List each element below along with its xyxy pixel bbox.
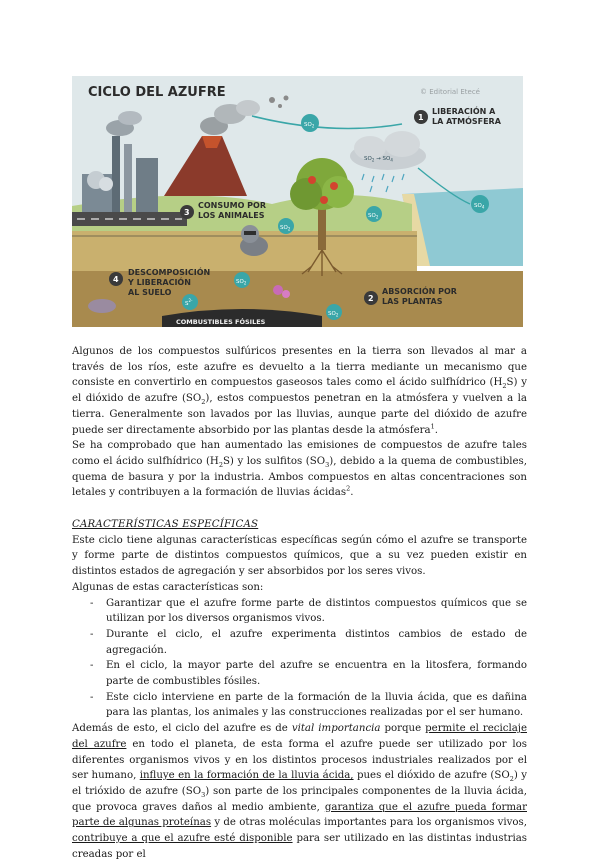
svg-text:LAS PLANTAS: LAS PLANTAS bbox=[382, 297, 443, 306]
svg-text:ABSORCIÓN POR: ABSORCIÓN POR bbox=[382, 287, 457, 296]
section-heading: CARACTERÍSTICAS ESPECÍFICAS bbox=[72, 519, 259, 531]
paragraph-4: Algunas de estas características son: bbox=[72, 581, 264, 593]
list-item: - En el ciclo, la mayor parte del azufre se encuentra en la litosfera, formando parte de combustibles fósiles. bbox=[92, 658, 527, 689]
svg-text:CONSUMO POR: CONSUMO POR bbox=[198, 201, 266, 210]
svg-text:SO2: $SO_2$ bbox=[368, 213, 379, 220]
paragraph-2: Se ha comprobado que han aumentado las emisiones de compuestos de azufre tales como el ácido sulfhídrico $(H_2S)$ y los sulfitos $(SO_3)$, debido a la quema de combustibles, quema de basura y por la industria. Ambos compuestos en altas concentraciones son letales y contribuyen a la formación de lluvias ácidas$^2$. bbox=[72, 440, 527, 499]
sulfur-cycle-illustration bbox=[72, 76, 523, 327]
svg-text:Y LIBERACIÓN: Y LIBERACIÓN bbox=[128, 278, 191, 287]
svg-text:3: 3 bbox=[184, 208, 190, 217]
list-item: - Garantizar que el azufre forme parte de distintos compuestos químicos que se utilizan por los diversos organismos vivos. bbox=[92, 596, 527, 627]
characteristics-list bbox=[72, 596, 527, 722]
paragraph-3: Este ciclo tiene algunas características específicas según cómo el azufre se transporte y forme parte de distintos compuestos químicos, que a su vez pueden existir en distintos estados de agregación y ser absorbidos por los seres vivos. bbox=[72, 534, 527, 578]
svg-text:SO2 → SO4: $SO_2 \to SO_4$ bbox=[364, 156, 393, 163]
svg-text:SO2: $SO_2$ bbox=[236, 279, 247, 286]
svg-text:SO4: $SO_4$ bbox=[474, 203, 485, 210]
list-item: - Este ciclo interviene en parte de la formación de la lluvia ácida, que es dañina para las plantas, los animales y las construcciones realizadas por el ser humano. bbox=[92, 690, 527, 721]
svg-text:SO2: $SO_2$ bbox=[280, 225, 291, 232]
svg-text:LOS ANIMALES: LOS ANIMALES bbox=[198, 211, 265, 220]
paragraph-5: Además de esto, el ciclo del azufre es de vital importancia porque permite el reciclaje del azufre en todo el planeta, de esta forma el azufre puede ser utilizado por los diferentes organismos vivos y en los distintos procesos industriales realizados por el ser humano, influye en la formación de la lluvia ácida, pues el dióxido de azufre $(SO_2)$ y el trióxido de azufre $(SO_3)$ son parte de los principales componentes de la lluvia ácida, que provoca graves daños al medio ambiente, garantiza que el azufre pueda formar parte de algunas proteínas y de otras moléculas importantes para los organismos vivos, contribuye a que el azufre esté disponible para ser utilizado en las distintas industrias creadas por el bbox=[72, 723, 528, 860]
figure-credit: © Editorial Etecé bbox=[420, 88, 480, 96]
list-item: - Durante el ciclo, el azufre experimenta distintos cambios de estado de agregación. bbox=[92, 627, 527, 658]
svg-text:LIBERACIÓN A: LIBERACIÓN A bbox=[432, 107, 496, 116]
road bbox=[72, 212, 187, 226]
svg-text:1: 1 bbox=[418, 113, 424, 122]
svg-text:SO2: $SO_2$ bbox=[328, 311, 339, 318]
paragraph-1: Algunos de los compuestos sulfúricos presentes en la tierra son llevados al mar a través de los ríos, este azufre es devuelto a la tierra mediante un mecanismo que consiste en convertirlo en compuestos gaseosos tales como el ácido sulfhídrico $(H_2S)$ y el dióxido de azufre $(SO_2)$, estos compuestos penetran en la atmósfera y vuelven a la tierra. Generalmente son lavados por las lluvias, aunque parte del dióxido de azufre puede ser directamente absorbido por las plantas desde la atmósfera$^1$. bbox=[72, 346, 528, 436]
svg-text:LA ATMÓSFERA: LA ATMÓSFERA bbox=[432, 117, 501, 126]
svg-text:4: 4 bbox=[113, 275, 119, 284]
svg-text:AL SUELO: AL SUELO bbox=[128, 288, 172, 297]
document-body bbox=[72, 344, 527, 863]
svg-text:S2-: $S^{2-}$ bbox=[185, 298, 193, 307]
sulfur-cycle-svg bbox=[72, 76, 523, 327]
svg-text:DESCOMPOSICIÓN: DESCOMPOSICIÓN bbox=[128, 268, 211, 277]
svg-text:2: 2 bbox=[368, 294, 374, 303]
decomposing-animal-icon bbox=[88, 299, 116, 313]
svg-text:COMBUSTIBLES FÓSILES: COMBUSTIBLES FÓSILES bbox=[176, 318, 266, 326]
svg-text:SO2: $SO_2$ bbox=[304, 122, 315, 129]
figure-title: CICLO DEL AZUFRE bbox=[88, 85, 226, 100]
